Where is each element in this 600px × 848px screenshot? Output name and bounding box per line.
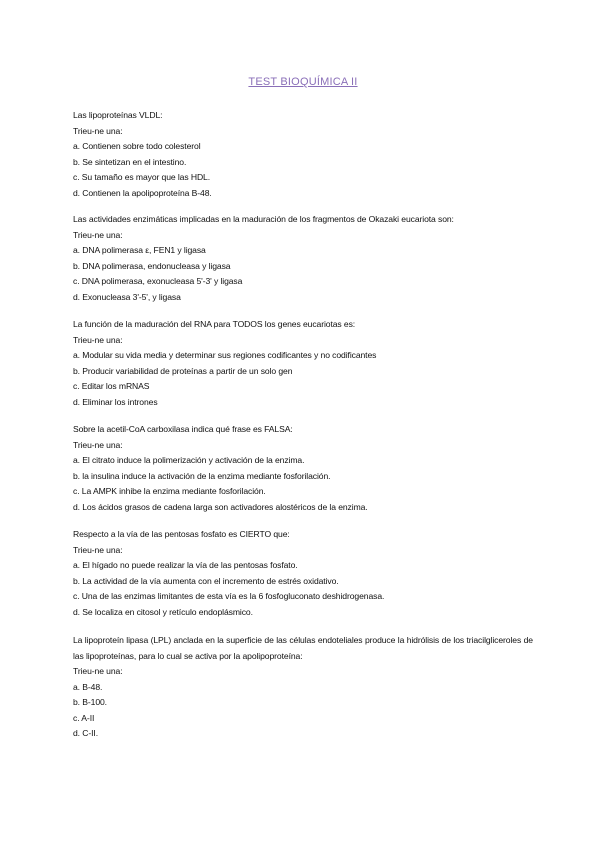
question-text: Las actividades enzimáticas implicadas en la maduración de los fragmentos de Okazaki eucariota son: xyxy=(73,214,454,224)
question-text: La lipoproteín lipasa (LPL) anclada en la superficie de las células endoteliales produce la hidrólisis de los triacilgliceroles de las lipoproteínas, para lo cual se activa por la apolipoproteína: xyxy=(73,635,533,661)
question-text: Respecto a la vía de las pentosas fosfato es CIERTO que: xyxy=(73,529,290,539)
answer-option-b[interactable]: b. Producir variabilidad de proteínas a partir de un solo gen xyxy=(73,365,293,376)
answer-option-c[interactable]: c. Una de las enzimas limitantes de esta vía es la 6 fosfogluconato deshidrogenasa. xyxy=(73,591,385,601)
question-prompt: Trieu-ne una: xyxy=(73,229,123,240)
answer-option-d[interactable]: d. Contienen la apolipoproteína B-48. xyxy=(73,187,212,198)
answer-option-b[interactable]: b. DNA polimerasa, endonucleasa y ligasa xyxy=(73,260,231,271)
answer-option-a[interactable]: a. El citrato induce la polimerización y activación de la enzima. xyxy=(73,455,305,465)
document-title: TEST BIOQUÍMICA II xyxy=(248,76,358,88)
answer-option-d[interactable]: d. Se localiza en citosol y retículo endoplásmico. xyxy=(73,606,253,617)
question-prompt: Trieu-ne una: xyxy=(73,439,123,450)
question-1 xyxy=(73,108,533,201)
question-prompt: Trieu-ne una: xyxy=(73,666,123,676)
question-4 xyxy=(73,422,533,515)
question-text: La función de la maduración del RNA para TODOS los genes eucariotas es: xyxy=(73,319,356,329)
answer-option-c[interactable]: c. Editar los mRNAS xyxy=(73,381,150,391)
question-prompt: Trieu-ne una: xyxy=(73,544,123,555)
question-text: Sobre la acetil-CoA carboxilasa indica qué frase es FALSA: xyxy=(73,424,293,434)
answer-option-d[interactable]: d. C-II. xyxy=(73,728,98,738)
answer-option-c[interactable]: c. La AMPK inhibe la enzima mediante fosforilación. xyxy=(73,486,266,496)
answer-option-b[interactable]: b. B-100. xyxy=(73,697,107,707)
answer-option-c[interactable]: c. Su tamaño es mayor que las HDL. xyxy=(73,172,211,182)
answer-option-d[interactable]: d. Eliminar los intrones xyxy=(73,396,158,407)
question-text: Las lipoproteínas VLDL: xyxy=(73,110,163,120)
answer-option-c[interactable]: c. A-II xyxy=(73,712,95,723)
question-6 xyxy=(73,633,533,742)
answer-option-b[interactable]: b. la insulina induce la activación de la enzima mediante fosforilación. xyxy=(73,470,331,481)
answer-option-d[interactable]: d. Exonucleasa 3'-5', y ligasa xyxy=(73,291,181,302)
question-prompt: Trieu-ne una: xyxy=(73,125,123,136)
answer-option-a[interactable]: a. El hígado no puede realizar la vía de las pentosas fosfato. xyxy=(73,560,298,570)
answer-option-a[interactable]: a. Contienen sobre todo colesterol xyxy=(73,141,201,151)
answer-option-d[interactable]: d. Los ácidos grasos de cadena larga son activadores alostéricos de la enzima. xyxy=(73,501,368,512)
answer-option-a[interactable]: a. B-48. xyxy=(73,681,103,692)
document-page xyxy=(73,0,533,848)
question-prompt: Trieu-ne una: xyxy=(73,334,123,345)
question-2 xyxy=(73,212,533,305)
answer-option-c[interactable]: c. DNA polimerasa, exonucleasa 5'-3' y ligasa xyxy=(73,276,243,286)
question-3 xyxy=(73,317,533,410)
answer-option-b[interactable]: b. Se sintetizan en el intestino. xyxy=(73,156,187,167)
answer-option-a[interactable]: a. Modular su vida media y determinar sus regiones codificantes y no codificantes xyxy=(73,350,377,360)
answer-option-a[interactable]: a. DNA polimerasa ε, FEN1 y ligasa xyxy=(73,245,206,255)
answer-option-b[interactable]: b. La actividad de la vía aumenta con el incremento de estrés oxidativo. xyxy=(73,575,339,586)
question-5 xyxy=(73,527,533,620)
